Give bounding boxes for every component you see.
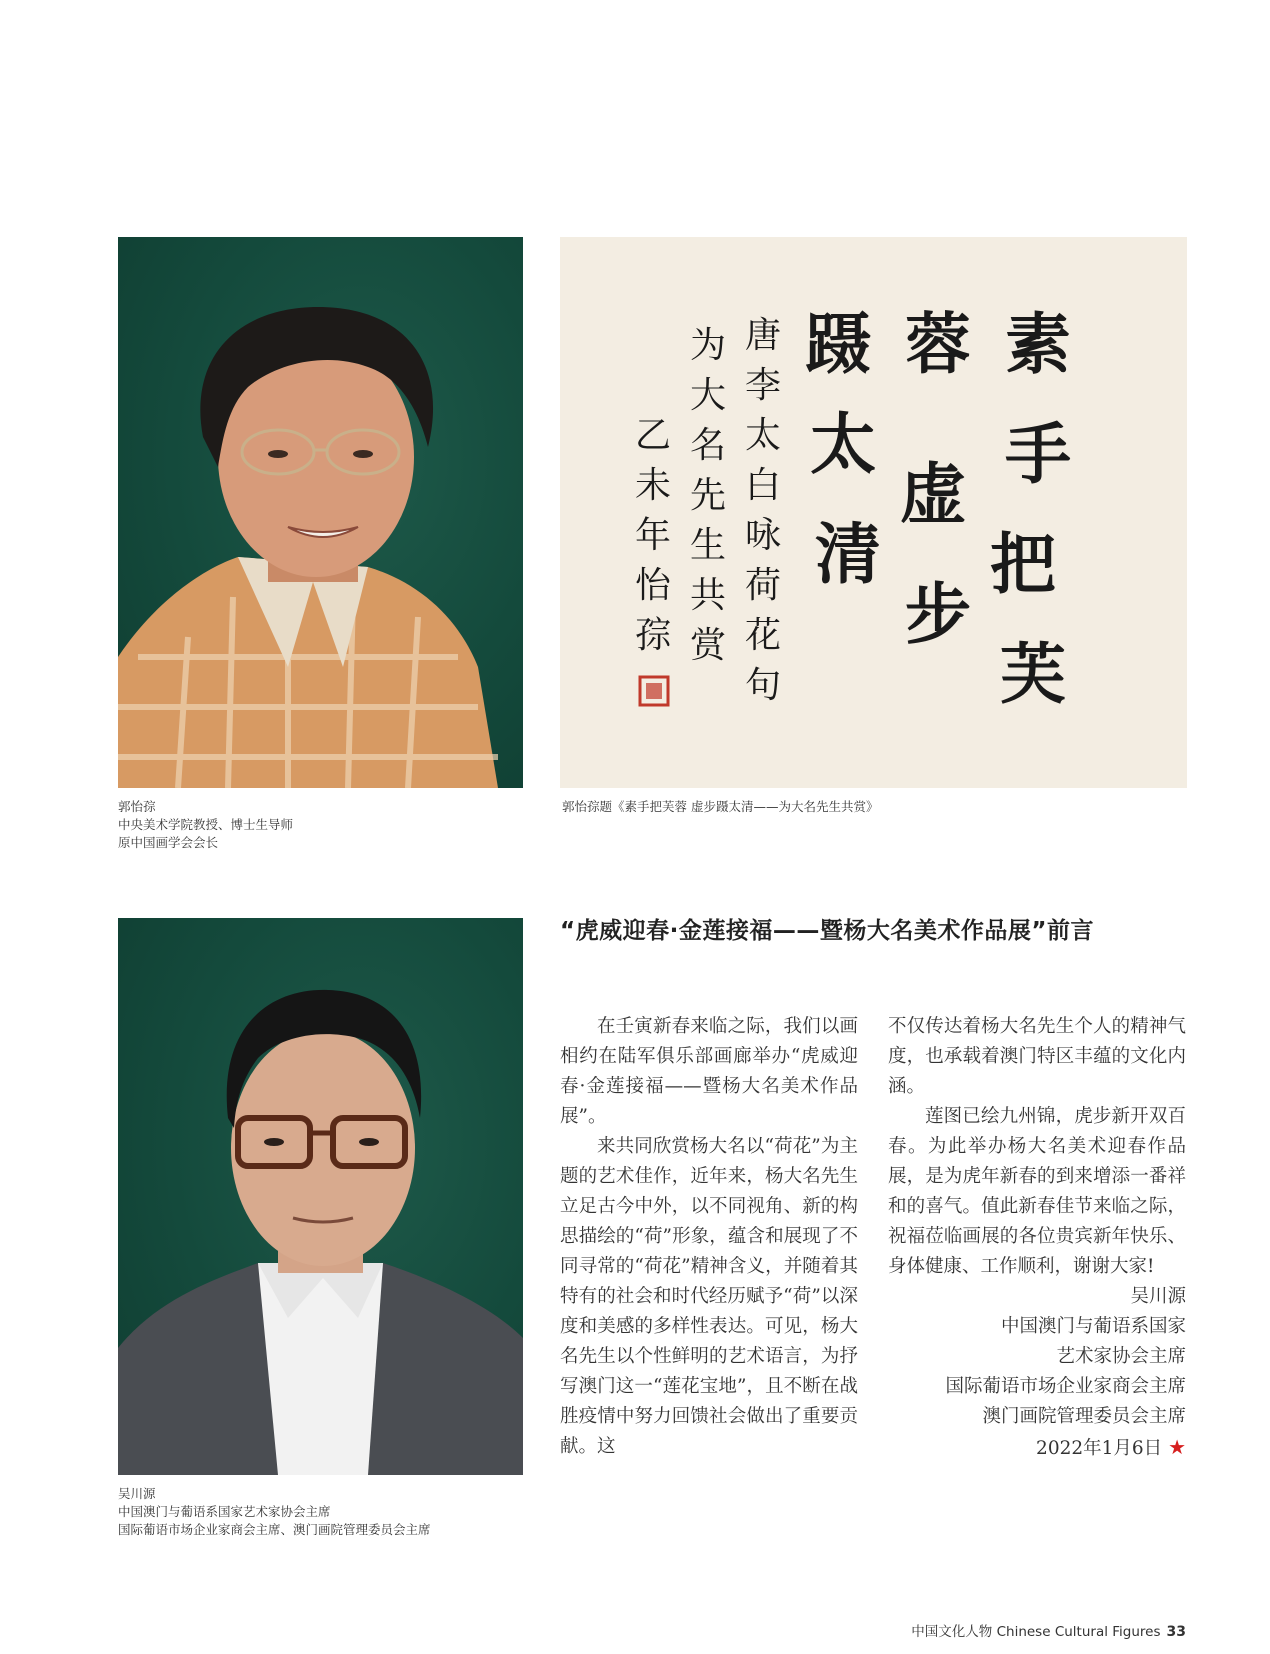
calligraphy-artwork (560, 237, 1187, 788)
svg-text:素 手 把 芙 (805, 305, 1094, 713)
portrait1-title-line2: 原中国画学会会长 (118, 835, 219, 850)
article-column-1 (560, 1012, 858, 1462)
signature-name: 吴川源 (1130, 1286, 1186, 1307)
signature-title-3: 国际葡语市场企业家商会主席 (945, 1376, 1186, 1397)
inscription-char: 共 (690, 575, 727, 616)
article-paragraph: 在壬寅新春来临之际，我们以画相约在陆军俱乐部画廊举办“虎威迎春·金莲接福——暨杨大名美术作品展”。 (560, 1016, 858, 1127)
inscription-char: 大 (690, 375, 727, 416)
inscription-char: 年 (635, 515, 672, 556)
inscription-char: 怡 (635, 565, 672, 606)
inscription-char: 乙 (635, 415, 672, 456)
inscription-char: 白 (745, 465, 782, 506)
end-mark-star-icon: ★ (1168, 1435, 1186, 1459)
inscription-char: 生 (690, 525, 727, 566)
portrait-photo-guo (118, 237, 523, 788)
portrait-photo-wu (118, 918, 523, 1475)
inscription-char: 句 (745, 665, 782, 706)
signature-title-1: 中国澳门与葡语系国家 (1000, 1316, 1186, 1337)
portrait1-name: 郭怡孮 (118, 799, 156, 814)
signature-date: 2022年1月6日 (1036, 1438, 1163, 1459)
portrait2-title-line1: 中国澳门与葡语系国家艺术家协会主席 (118, 1504, 331, 1519)
article-paragraph: 来共同欣赏杨大名以“荷花”为主题的艺术佳作，近年来，杨大名先生立足古今中外，以不同视角、新的构思描绘的“荷”形象，蕴含和展现了不同寻常的“荷花”精神含义，并随着其特有的社会和时代经历赋予“荷”以深度和美感的多样性表达。可见，杨大名先生以个性鲜明的艺术语言，为抒写澳门这一“莲花宝地”，且不断在战胜疫情中努力回馈社会做出了重要贡献。这 (560, 1136, 858, 1457)
inscription-char: 唐 (745, 315, 782, 356)
article-paragraph: 不仅传达着杨大名先生个人的精神气度，也承载着澳门特区丰蕴的文化内涵。 (888, 1016, 1186, 1097)
inscription-char: 孮 (635, 615, 672, 656)
calligraphy-char: 清 (815, 515, 881, 593)
inscription-char: 太 (745, 415, 782, 456)
inscription-char: 赏 (690, 625, 727, 666)
calligraphy-char: 把 (990, 525, 1056, 603)
inscription-char: 荷 (745, 565, 782, 606)
calligraphy-char: 蓉 (905, 305, 971, 383)
calligraphy-char: 虚 (900, 455, 966, 533)
portrait1-caption (118, 798, 293, 852)
article-paragraph: 莲图已绘九州锦，虎步新开双百春。为此举办杨大名美术迎春作品展，是为虎年新春的到来增添一番祥和的喜气。值此新春佳节来临之际，祝福莅临画展的各位贵宾新年快乐、身体健康、工作顺利，谢谢大家! (888, 1106, 1186, 1277)
portrait2-name: 吴川源 (118, 1486, 156, 1501)
signature-title-4: 澳门画院管理委员会主席 (982, 1406, 1186, 1427)
portrait2-caption (118, 1485, 431, 1539)
signature-title-2: 艺术家协会主席 (1056, 1346, 1186, 1367)
article-title: “虎威迎春·金莲接福——暨杨大名美术作品展”前言 (560, 918, 1094, 944)
inscription-char: 先 (690, 475, 727, 516)
page-number: 33 (1166, 1624, 1186, 1640)
svg-text:唐 李 太 白 (635, 315, 792, 706)
magazine-name: 中国文化人物 Chinese Cultural Figures (911, 1624, 1161, 1640)
calligraphy-caption: 郭怡孮题《素手把芙蓉 虚步蹑太清——为大名先生共赏》 (562, 799, 879, 814)
inscription-char: 花 (745, 615, 782, 656)
portrait1-title-line1: 中央美术学院教授、博士生导师 (118, 817, 294, 832)
calligraphy-char: 步 (905, 575, 971, 653)
page-footer (911, 1620, 1186, 1640)
signature-date-line (888, 1432, 1186, 1464)
calligraphy-char: 手 (1005, 415, 1071, 493)
calligraphy-char: 太 (810, 405, 876, 483)
inscription-char: 未 (635, 465, 672, 506)
inscription-char: 咏 (745, 515, 782, 556)
article-column-2 (888, 1012, 1186, 1464)
calligraphy-char: 蹑 (805, 305, 871, 383)
inscription-char: 名 (690, 425, 727, 466)
inscription-char: 为 (690, 325, 727, 366)
portrait2-title-line2: 国际葡语市场企业家商会主席、澳门画院管理委员会主席 (118, 1522, 431, 1537)
calligraphy-char: 素 (1005, 305, 1071, 383)
calligraphy-char: 芙 (1000, 635, 1066, 713)
inscription-char: 李 (745, 365, 782, 406)
